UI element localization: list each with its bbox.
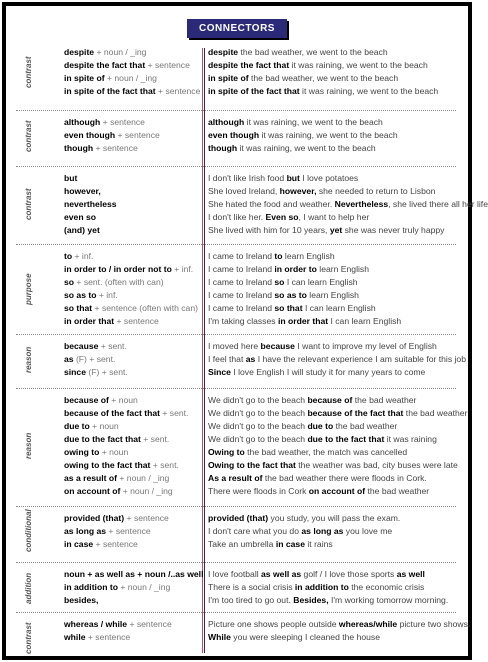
- example-text: learn English: [306, 290, 359, 300]
- connector-row: [6, 250, 468, 263]
- connector-term: owing to the fact that: [64, 460, 151, 470]
- example-text: I don't like her.: [208, 212, 266, 222]
- connector-row: [6, 340, 468, 353]
- example-sentence: [208, 525, 466, 538]
- example-sentence: [208, 315, 466, 328]
- connector-row: [6, 85, 468, 98]
- connector-term: because: [64, 341, 99, 351]
- example-sentence: [208, 302, 466, 315]
- example-sentence: [208, 211, 466, 224]
- connector-term: though: [64, 143, 94, 153]
- example-connector: Besides,: [293, 595, 329, 605]
- example-sentence: [208, 366, 466, 379]
- connector-usage: [64, 315, 200, 328]
- connector-row: [6, 129, 468, 142]
- grammar-pattern: + noun: [108, 395, 138, 405]
- example-sentence: [208, 289, 466, 302]
- connector-row: [6, 289, 468, 302]
- connector-term: while: [64, 632, 86, 642]
- example-sentence: [208, 581, 466, 594]
- grammar-pattern: + inf.: [96, 290, 118, 300]
- connector-term: in order that: [64, 316, 115, 326]
- connector-term: despite the fact that: [64, 60, 146, 70]
- connector-usage: [64, 459, 200, 472]
- example-sentence: [208, 394, 466, 407]
- connector-usage: [64, 172, 200, 185]
- example-text: I came to Ireland: [208, 277, 275, 287]
- example-connector: on account of: [308, 486, 366, 496]
- example-text: I moved here: [208, 341, 261, 351]
- example-connector: due to the fact that: [307, 434, 385, 444]
- example-connector: because of: [307, 395, 353, 405]
- connector-usage: [64, 59, 200, 72]
- example-text: We didn't go to the beach: [208, 408, 308, 418]
- page-title: CONNECTORS: [187, 19, 287, 38]
- example-text: I want to improve my level of English: [294, 341, 437, 351]
- example-text: the weather was bad, city buses were late: [295, 460, 458, 470]
- connector-usage: [64, 85, 200, 98]
- connector-row: [6, 315, 468, 328]
- connector-usage: [64, 353, 200, 366]
- connector-row: [6, 472, 468, 485]
- connector-row: [6, 142, 468, 155]
- example-connector: Even so: [265, 212, 299, 222]
- example-text: I can learn English: [302, 303, 376, 313]
- grammar-pattern: + sentence: [155, 86, 201, 96]
- example-connector: as long as: [301, 526, 344, 536]
- example-text: I came to Ireland: [208, 251, 275, 261]
- connector-row: [6, 512, 468, 525]
- category-label: reason: [24, 346, 33, 374]
- example-sentence: [208, 618, 471, 631]
- example-text: the bad weather, we went to the beach: [248, 73, 399, 83]
- example-text: it was raining, we went to the beach: [299, 86, 439, 96]
- example-connector: to: [274, 251, 283, 261]
- connector-term: whereas / while: [64, 619, 128, 629]
- connector-row: [6, 407, 468, 420]
- connector-term: in addition to: [64, 582, 118, 592]
- example-connector: because: [260, 341, 295, 351]
- example-connector: Owing to the fact that: [208, 460, 296, 470]
- connector-usage: [64, 198, 200, 211]
- example-sentence: [208, 142, 466, 155]
- grammar-pattern: + noun / _ing: [120, 486, 173, 496]
- example-text: it was raining, we went to the beach: [244, 117, 383, 127]
- connector-usage: [64, 46, 200, 59]
- example-sentence: [208, 538, 466, 551]
- connector-usage: [64, 618, 200, 631]
- example-connector: Owing to: [208, 447, 245, 457]
- example-sentence: [208, 631, 466, 644]
- connector-usage: [64, 568, 204, 581]
- example-text: learn English: [282, 251, 335, 261]
- example-sentence: [208, 594, 466, 607]
- example-sentence: [208, 407, 466, 420]
- example-connector: even though: [208, 130, 260, 140]
- category-label: conditional: [24, 509, 33, 552]
- connector-usage: [64, 407, 200, 420]
- example-text: the bad weather, the match was cancelled: [244, 447, 408, 457]
- grammar-pattern: (F) + sent.: [73, 354, 116, 364]
- example-text: I came to Ireland: [208, 303, 275, 313]
- connector-usage: [64, 394, 200, 407]
- example-text: I came to Ireland: [208, 290, 275, 300]
- connector-row: [6, 185, 468, 198]
- connector-row: [6, 302, 468, 315]
- example-text: she needed to return to Lisbon: [316, 186, 436, 196]
- example-connector: despite: [208, 47, 239, 57]
- connector-term: besides,: [64, 595, 99, 605]
- example-text: I feel that: [208, 354, 246, 364]
- example-connector: but: [286, 173, 300, 183]
- connector-usage: [64, 366, 200, 379]
- grammar-pattern: + sent.: [98, 341, 127, 351]
- connector-term: noun + as well as + noun /..as well: [64, 569, 204, 579]
- example-text: I'm working tomorrow morning.: [328, 595, 449, 605]
- example-sentence: [208, 250, 466, 263]
- example-text: Take an umbrella: [208, 539, 276, 549]
- example-text: I don't care what you do: [208, 526, 302, 536]
- connector-usage: [64, 263, 200, 276]
- connector-row: [6, 525, 468, 538]
- example-connector: as: [245, 354, 256, 364]
- example-sentence: [208, 512, 466, 525]
- title-banner: [6, 18, 468, 38]
- connector-row: [6, 198, 488, 211]
- connector-term: in order to / in order not to: [64, 264, 172, 274]
- connector-usage: [64, 302, 200, 315]
- example-connector: in spite of: [208, 73, 249, 83]
- grammar-pattern: + sentence: [93, 143, 138, 153]
- connector-term: as: [64, 354, 74, 364]
- grammar-pattern: + noun: [99, 447, 129, 457]
- connector-usage: [64, 446, 200, 459]
- example-text: I can learn English: [284, 277, 358, 287]
- connector-usage: [64, 116, 200, 129]
- connector-usage: [64, 472, 200, 485]
- connector-usage: [64, 538, 200, 551]
- example-text: the bad weather: [403, 408, 468, 418]
- connector-row: [6, 172, 468, 185]
- connector-usage: [64, 581, 200, 594]
- grammar-pattern: + noun: [89, 421, 119, 431]
- connector-row: [6, 353, 468, 366]
- example-text: it was raining, we went to the beach: [237, 143, 376, 153]
- connector-usage: [64, 420, 200, 433]
- connector-term: because of: [64, 395, 109, 405]
- example-text: Picture one shows people outside: [208, 619, 339, 629]
- connector-row: [6, 72, 468, 85]
- example-connector: Since: [208, 367, 231, 377]
- connector-usage: [64, 340, 200, 353]
- example-text: the bad weather: [352, 395, 417, 405]
- connector-row: [6, 224, 468, 237]
- connector-term: however,: [64, 186, 101, 196]
- example-text: I don't like Irish food: [208, 173, 287, 183]
- grammar-pattern: + inf.: [171, 264, 194, 274]
- example-sentence: [208, 420, 466, 433]
- connector-row: [6, 420, 468, 433]
- connector-term: in spite of the fact that: [64, 86, 156, 96]
- example-sentence: [208, 224, 466, 237]
- connector-term: even though: [64, 130, 116, 140]
- example-text: I can learn English: [328, 316, 402, 326]
- section-separator: [16, 244, 456, 245]
- example-connector: so that: [274, 303, 303, 313]
- category-label: addition: [24, 572, 33, 604]
- example-connector: due to: [307, 421, 334, 431]
- connector-term: since: [64, 367, 86, 377]
- example-sentence: [208, 172, 466, 185]
- grammar-pattern: + inf.: [72, 251, 94, 261]
- example-sentence: [208, 116, 466, 129]
- example-text: I love English I will study it for many years to come: [230, 367, 426, 377]
- example-text: We didn't go to the beach: [208, 434, 308, 444]
- example-text: the bad weather: [365, 486, 430, 496]
- example-text: the bad weather: [333, 421, 398, 431]
- connector-usage: [64, 276, 200, 289]
- connector-row: [6, 433, 468, 446]
- example-text: it was raining, we went to the beach: [259, 130, 398, 140]
- connector-row: [6, 263, 468, 276]
- section-separator: [16, 110, 456, 111]
- example-connector: in spite of the fact that: [208, 86, 300, 96]
- connector-term: provided (that): [64, 513, 125, 523]
- connector-term: due to: [64, 421, 90, 431]
- example-text: I'm taking classes: [208, 316, 278, 326]
- page-frame: [2, 2, 488, 660]
- grammar-pattern: (F) + sent.: [85, 367, 128, 377]
- connector-term: owing to: [64, 447, 100, 457]
- example-sentence: [208, 353, 466, 366]
- connector-row: [6, 116, 468, 129]
- category-label: reason: [24, 432, 33, 460]
- section-separator: [16, 334, 456, 335]
- connector-term: in case: [64, 539, 94, 549]
- connector-usage: [64, 142, 200, 155]
- example-text: it was raining, we went to the beach: [289, 60, 428, 70]
- connector-usage: [64, 211, 200, 224]
- grammar-pattern: + sent.: [140, 434, 170, 444]
- connector-row: [6, 59, 468, 72]
- example-sentence: [208, 340, 466, 353]
- example-sentence: [208, 185, 466, 198]
- example-text: the bad weather there were floods in Cork.: [262, 473, 427, 483]
- connector-term: (and) yet: [64, 225, 100, 235]
- connector-row: [6, 366, 468, 379]
- grammar-pattern: + sentence: [145, 60, 190, 70]
- example-sentence: [208, 198, 488, 211]
- connector-row: [6, 618, 471, 631]
- connector-usage: [64, 250, 200, 263]
- example-text: We didn't go to the beach: [208, 421, 308, 431]
- example-connector: because of the fact that: [307, 408, 404, 418]
- connector-term: nevertheless: [64, 199, 117, 209]
- example-text: learn English: [316, 264, 369, 274]
- example-sentence: [208, 129, 466, 142]
- category-label: purpose: [24, 273, 33, 305]
- section-separator: [16, 612, 456, 613]
- connector-term: as a result of: [64, 473, 118, 483]
- connector-term: due to the fact that: [64, 434, 141, 444]
- connector-row: [6, 46, 468, 59]
- example-text: I'm too tired to go out.: [208, 595, 294, 605]
- example-sentence: [208, 568, 466, 581]
- grammar-pattern: + sent.: [150, 460, 179, 470]
- connector-row: [6, 485, 468, 498]
- section-separator: [16, 562, 456, 563]
- connector-usage: [64, 129, 200, 142]
- connector-term: so that: [64, 303, 93, 313]
- example-text: She hated the food and weather.: [208, 199, 335, 209]
- example-text: it rains: [305, 539, 333, 549]
- connector-row: [6, 568, 468, 581]
- example-sentence: [208, 276, 466, 289]
- example-connector: however,: [279, 186, 317, 196]
- example-connector: in case: [275, 539, 305, 549]
- connector-term: in spite of: [64, 73, 105, 83]
- connector-term: even so: [64, 212, 97, 222]
- example-connector: whereas/while: [338, 619, 398, 629]
- example-sentence: [208, 472, 466, 485]
- example-text: golf / I love those sports: [301, 569, 397, 579]
- category-label: contrast: [24, 120, 33, 152]
- example-connector: as well as: [261, 569, 302, 579]
- example-text: the bad weather, we went to the beach: [238, 47, 388, 57]
- example-connector: as well: [396, 569, 425, 579]
- grammar-pattern: + sent. (often with can): [74, 277, 164, 287]
- grammar-pattern: + sentence: [114, 316, 159, 326]
- example-text: She lived with him for 10 years,: [208, 225, 330, 235]
- connector-term: but: [64, 173, 78, 183]
- connector-row: [6, 581, 468, 594]
- connector-term: so: [64, 277, 75, 287]
- example-connector: provided (that): [208, 513, 269, 523]
- example-text: you study, you will pass the exam.: [268, 513, 401, 523]
- example-sentence: [208, 446, 466, 459]
- connector-row: [6, 631, 468, 644]
- connector-usage: [64, 512, 200, 525]
- connector-row: [6, 459, 468, 472]
- example-text: , she lived there all her life: [388, 199, 488, 209]
- connector-usage: [64, 72, 200, 85]
- connector-term: although: [64, 117, 101, 127]
- example-connector: While: [208, 632, 231, 642]
- connector-usage: [64, 485, 200, 498]
- example-sentence: [208, 85, 466, 98]
- connector-usage: [64, 224, 200, 237]
- grammar-pattern: + sentence: [115, 130, 160, 140]
- example-sentence: [208, 459, 466, 472]
- grammar-pattern: + sentence: [124, 513, 169, 523]
- connector-row: [6, 211, 468, 224]
- example-sentence: [208, 485, 466, 498]
- connector-usage: [64, 185, 200, 198]
- example-text: picture two shows.: [397, 619, 471, 629]
- grammar-pattern: + noun / _ing: [104, 73, 157, 83]
- example-connector: in addition to: [294, 582, 349, 592]
- example-text: , I want to help her: [298, 212, 370, 222]
- example-connector: As a result of: [208, 473, 263, 483]
- connector-row: [6, 394, 468, 407]
- example-text: I have the relevant experience I am suitable for this job: [255, 354, 466, 364]
- connector-row: [6, 276, 468, 289]
- connector-term: because of the fact that: [64, 408, 160, 418]
- example-sentence: [208, 59, 466, 72]
- example-text: There is a social crisis: [208, 582, 295, 592]
- example-sentence: [208, 46, 466, 59]
- example-connector: in order that: [277, 316, 329, 326]
- example-text: She loved Ireland,: [208, 186, 280, 196]
- example-text: it was raining: [384, 434, 437, 444]
- grammar-pattern: + sent.: [159, 408, 189, 418]
- connector-term: on account of: [64, 486, 121, 496]
- example-connector: despite the fact that: [208, 60, 290, 70]
- connector-usage: [64, 433, 200, 446]
- connector-term: despite: [64, 47, 95, 57]
- example-text: the economic crisis: [348, 582, 425, 592]
- grammar-pattern: + sentence (often with can): [92, 303, 198, 313]
- grammar-pattern: + sentence: [127, 619, 172, 629]
- section-separator: [16, 166, 456, 167]
- grammar-pattern: + noun / _ing: [94, 47, 147, 57]
- example-text: I came to Ireland: [208, 264, 275, 274]
- example-text: We didn't go to the beach: [208, 395, 308, 405]
- grammar-pattern: + sentence: [85, 632, 131, 642]
- section-separator: [16, 388, 456, 389]
- example-connector: yet: [329, 225, 343, 235]
- category-label: contrast: [24, 56, 33, 88]
- example-text: I love football: [208, 569, 262, 579]
- example-sentence: [208, 263, 466, 276]
- grammar-pattern: + noun / _ing: [117, 582, 171, 592]
- example-connector: although: [208, 117, 245, 127]
- example-connector: so: [274, 277, 285, 287]
- connector-row: [6, 446, 468, 459]
- example-connector: though: [208, 143, 238, 153]
- connector-term: as long as: [64, 526, 107, 536]
- connector-term: so as to: [64, 290, 97, 300]
- connector-row: [6, 594, 468, 607]
- example-text: There were floods in Cork: [208, 486, 309, 496]
- example-connector: Nevertheless: [334, 199, 389, 209]
- example-text: you love me: [343, 526, 393, 536]
- connector-usage: [64, 594, 200, 607]
- example-sentence: [208, 72, 466, 85]
- example-connector: in order to: [274, 264, 317, 274]
- connector-term: to: [64, 251, 73, 261]
- grammar-pattern: + noun / _ing: [117, 473, 170, 483]
- connector-usage: [64, 525, 200, 538]
- example-text: she was never truly happy: [342, 225, 445, 235]
- category-label: contrast: [24, 622, 33, 654]
- category-label: contrast: [24, 188, 33, 221]
- example-text: I love potatoes: [299, 173, 359, 183]
- connector-row: [6, 538, 468, 551]
- section-separator: [16, 506, 456, 507]
- connector-usage: [64, 289, 200, 302]
- example-text: you were sleeping I cleaned the house: [230, 632, 380, 642]
- grammar-pattern: + sentence: [100, 117, 145, 127]
- example-sentence: [208, 433, 466, 446]
- grammar-pattern: + sentence: [106, 526, 151, 536]
- grammar-pattern: + sentence: [93, 539, 138, 549]
- example-connector: so as to: [274, 290, 307, 300]
- connector-usage: [64, 631, 200, 644]
